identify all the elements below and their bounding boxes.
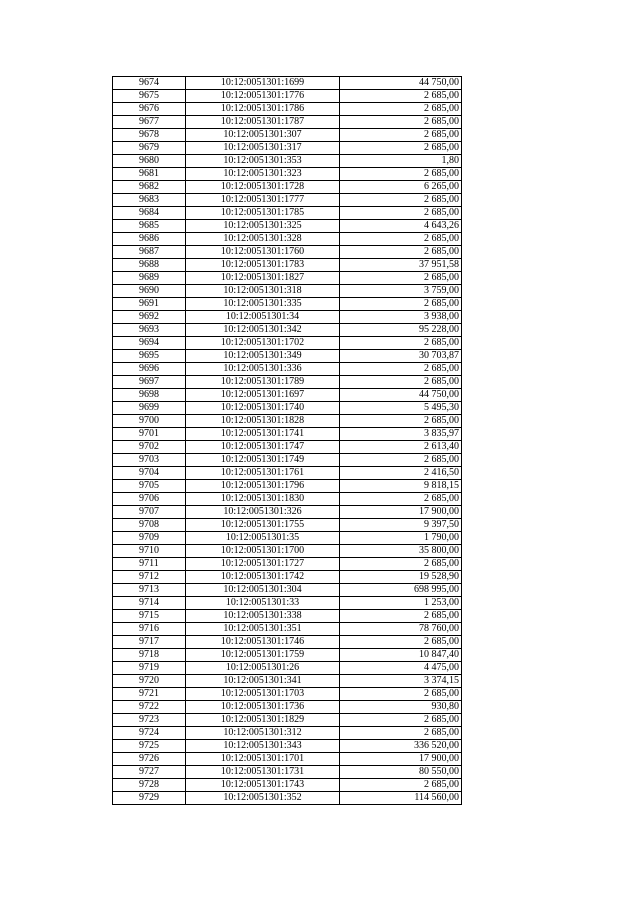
value-cell: 2 685,00: [340, 129, 462, 142]
row-number-cell: 9677: [113, 116, 186, 129]
row-number-cell: 9688: [113, 259, 186, 272]
cadastral-number-cell: 10:12:0051301:1761: [186, 467, 340, 480]
value-cell: 4 643,26: [340, 220, 462, 233]
row-number-cell: 9687: [113, 246, 186, 259]
value-cell: 2 685,00: [340, 493, 462, 506]
table-row: [113, 142, 462, 155]
table-row: [113, 285, 462, 298]
value-cell: 2 685,00: [340, 714, 462, 727]
cadastral-number-cell: 10:12:0051301:1747: [186, 441, 340, 454]
table-row: [113, 779, 462, 792]
cadastral-number-cell: 10:12:0051301:1829: [186, 714, 340, 727]
row-number-cell: 9708: [113, 519, 186, 532]
row-number-cell: 9704: [113, 467, 186, 480]
cadastral-number-cell: 10:12:0051301:1697: [186, 389, 340, 402]
cadastral-number-cell: 10:12:0051301:1728: [186, 181, 340, 194]
table-row: [113, 415, 462, 428]
value-cell: 2 685,00: [340, 207, 462, 220]
table-row: [113, 688, 462, 701]
cadastral-number-cell: 10:12:0051301:1741: [186, 428, 340, 441]
row-number-cell: 9705: [113, 480, 186, 493]
row-number-cell: 9718: [113, 649, 186, 662]
table-row: [113, 246, 462, 259]
value-cell: 2 685,00: [340, 610, 462, 623]
table-row: [113, 337, 462, 350]
table-row: [113, 701, 462, 714]
cadastral-number-cell: 10:12:0051301:317: [186, 142, 340, 155]
cadastral-number-cell: 10:12:0051301:1749: [186, 454, 340, 467]
cadastral-number-cell: 10:12:0051301:304: [186, 584, 340, 597]
table-row: [113, 168, 462, 181]
table-row: [113, 675, 462, 688]
cadastral-number-cell: 10:12:0051301:1785: [186, 207, 340, 220]
table-row: [113, 506, 462, 519]
row-number-cell: 9685: [113, 220, 186, 233]
row-number-cell: 9690: [113, 285, 186, 298]
value-cell: 2 685,00: [340, 454, 462, 467]
cadastral-number-cell: 10:12:0051301:1786: [186, 103, 340, 116]
value-cell: 9 397,50: [340, 519, 462, 532]
value-cell: 2 685,00: [340, 727, 462, 740]
table-row: [113, 519, 462, 532]
cadastral-number-cell: 10:12:0051301:328: [186, 233, 340, 246]
table-row: [113, 402, 462, 415]
table-row: [113, 636, 462, 649]
row-number-cell: 9692: [113, 311, 186, 324]
value-cell: 10 847,40: [340, 649, 462, 662]
value-cell: 3 938,00: [340, 311, 462, 324]
value-cell: 4 475,00: [340, 662, 462, 675]
row-number-cell: 9727: [113, 766, 186, 779]
cadastral-number-cell: 10:12:0051301:1700: [186, 545, 340, 558]
table-row: [113, 389, 462, 402]
registry-table-body: [113, 77, 462, 805]
cadastral-number-cell: 10:12:0051301:1777: [186, 194, 340, 207]
row-number-cell: 9678: [113, 129, 186, 142]
table-row: [113, 714, 462, 727]
value-cell: 30 703,87: [340, 350, 462, 363]
value-cell: 3 374,15: [340, 675, 462, 688]
cadastral-number-cell: 10:12:0051301:1699: [186, 77, 340, 90]
row-number-cell: 9676: [113, 103, 186, 116]
row-number-cell: 9706: [113, 493, 186, 506]
table-row: [113, 467, 462, 480]
value-cell: 2 685,00: [340, 337, 462, 350]
value-cell: 930,80: [340, 701, 462, 714]
row-number-cell: 9696: [113, 363, 186, 376]
table-row: [113, 298, 462, 311]
cadastral-number-cell: 10:12:0051301:1743: [186, 779, 340, 792]
row-number-cell: 9681: [113, 168, 186, 181]
value-cell: 9 818,15: [340, 480, 462, 493]
table-row: [113, 272, 462, 285]
row-number-cell: 9675: [113, 90, 186, 103]
cadastral-number-cell: 10:12:0051301:1736: [186, 701, 340, 714]
value-cell: 2 685,00: [340, 376, 462, 389]
cadastral-number-cell: 10:12:0051301:325: [186, 220, 340, 233]
cadastral-number-cell: 10:12:0051301:312: [186, 727, 340, 740]
row-number-cell: 9717: [113, 636, 186, 649]
value-cell: 17 900,00: [340, 506, 462, 519]
table-row: [113, 493, 462, 506]
value-cell: 2 416,50: [340, 467, 462, 480]
table-row: [113, 792, 462, 805]
cadastral-number-cell: 10:12:0051301:338: [186, 610, 340, 623]
table-row: [113, 324, 462, 337]
value-cell: 1 253,00: [340, 597, 462, 610]
row-number-cell: 9694: [113, 337, 186, 350]
row-number-cell: 9699: [113, 402, 186, 415]
table-row: [113, 220, 462, 233]
cadastral-number-cell: 10:12:0051301:34: [186, 311, 340, 324]
table-row: [113, 441, 462, 454]
cadastral-number-cell: 10:12:0051301:1759: [186, 649, 340, 662]
row-number-cell: 9707: [113, 506, 186, 519]
row-number-cell: 9715: [113, 610, 186, 623]
value-cell: 2 685,00: [340, 688, 462, 701]
row-number-cell: 9691: [113, 298, 186, 311]
cadastral-number-cell: 10:12:0051301:1727: [186, 558, 340, 571]
value-cell: 2 685,00: [340, 233, 462, 246]
table-row: [113, 233, 462, 246]
cadastral-number-cell: 10:12:0051301:1787: [186, 116, 340, 129]
value-cell: 35 800,00: [340, 545, 462, 558]
row-number-cell: 9724: [113, 727, 186, 740]
cadastral-number-cell: 10:12:0051301:341: [186, 675, 340, 688]
row-number-cell: 9728: [113, 779, 186, 792]
row-number-cell: 9698: [113, 389, 186, 402]
value-cell: 17 900,00: [340, 753, 462, 766]
row-number-cell: 9700: [113, 415, 186, 428]
row-number-cell: 9693: [113, 324, 186, 337]
cadastral-number-cell: 10:12:0051301:1702: [186, 337, 340, 350]
table-row: [113, 129, 462, 142]
value-cell: 6 265,00: [340, 181, 462, 194]
value-cell: 2 685,00: [340, 246, 462, 259]
table-row: [113, 350, 462, 363]
value-cell: 19 528,90: [340, 571, 462, 584]
cadastral-number-cell: 10:12:0051301:1755: [186, 519, 340, 532]
row-number-cell: 9684: [113, 207, 186, 220]
value-cell: 2 685,00: [340, 90, 462, 103]
value-cell: 336 520,00: [340, 740, 462, 753]
table-row: [113, 649, 462, 662]
row-number-cell: 9716: [113, 623, 186, 636]
value-cell: 2 685,00: [340, 363, 462, 376]
cadastral-number-cell: 10:12:0051301:26: [186, 662, 340, 675]
table-row: [113, 376, 462, 389]
cadastral-number-cell: 10:12:0051301:1742: [186, 571, 340, 584]
value-cell: 2 685,00: [340, 779, 462, 792]
cadastral-number-cell: 10:12:0051301:1703: [186, 688, 340, 701]
cadastral-number-cell: 10:12:0051301:1789: [186, 376, 340, 389]
cadastral-number-cell: 10:12:0051301:353: [186, 155, 340, 168]
table-row: [113, 207, 462, 220]
cadastral-number-cell: 10:12:0051301:343: [186, 740, 340, 753]
row-number-cell: 9714: [113, 597, 186, 610]
table-row: [113, 753, 462, 766]
cadastral-number-cell: 10:12:0051301:1796: [186, 480, 340, 493]
row-number-cell: 9689: [113, 272, 186, 285]
cadastral-number-cell: 10:12:0051301:335: [186, 298, 340, 311]
row-number-cell: 9720: [113, 675, 186, 688]
row-number-cell: 9710: [113, 545, 186, 558]
table-row: [113, 480, 462, 493]
cadastral-number-cell: 10:12:0051301:1830: [186, 493, 340, 506]
value-cell: 698 995,00: [340, 584, 462, 597]
value-cell: 2 685,00: [340, 298, 462, 311]
table-row: [113, 454, 462, 467]
cadastral-number-cell: 10:12:0051301:1776: [186, 90, 340, 103]
row-number-cell: 9686: [113, 233, 186, 246]
table-row: [113, 90, 462, 103]
table-row: [113, 558, 462, 571]
table-row: [113, 597, 462, 610]
cadastral-number-cell: 10:12:0051301:307: [186, 129, 340, 142]
table-row: [113, 545, 462, 558]
table-row: [113, 311, 462, 324]
table-row: [113, 194, 462, 207]
value-cell: 5 495,30: [340, 402, 462, 415]
cadastral-number-cell: 10:12:0051301:1828: [186, 415, 340, 428]
row-number-cell: 9711: [113, 558, 186, 571]
row-number-cell: 9682: [113, 181, 186, 194]
table-row: [113, 155, 462, 168]
row-number-cell: 9701: [113, 428, 186, 441]
row-number-cell: 9709: [113, 532, 186, 545]
cadastral-number-cell: 10:12:0051301:1701: [186, 753, 340, 766]
cadastral-number-cell: 10:12:0051301:352: [186, 792, 340, 805]
value-cell: 2 685,00: [340, 194, 462, 207]
table-row: [113, 766, 462, 779]
cadastral-number-cell: 10:12:0051301:336: [186, 363, 340, 376]
table-row: [113, 428, 462, 441]
table-row: [113, 532, 462, 545]
table-row: [113, 77, 462, 90]
value-cell: 80 550,00: [340, 766, 462, 779]
table-row: [113, 571, 462, 584]
row-number-cell: 9729: [113, 792, 186, 805]
row-number-cell: 9679: [113, 142, 186, 155]
cadastral-number-cell: 10:12:0051301:351: [186, 623, 340, 636]
cadastral-number-cell: 10:12:0051301:33: [186, 597, 340, 610]
cadastral-number-cell: 10:12:0051301:1740: [186, 402, 340, 415]
value-cell: 2 685,00: [340, 272, 462, 285]
row-number-cell: 9726: [113, 753, 186, 766]
value-cell: 3 835,97: [340, 428, 462, 441]
cadastral-number-cell: 10:12:0051301:323: [186, 168, 340, 181]
row-number-cell: 9683: [113, 194, 186, 207]
table-row: [113, 363, 462, 376]
row-number-cell: 9695: [113, 350, 186, 363]
row-number-cell: 9674: [113, 77, 186, 90]
value-cell: 44 750,00: [340, 77, 462, 90]
cadastral-number-cell: 10:12:0051301:342: [186, 324, 340, 337]
row-number-cell: 9697: [113, 376, 186, 389]
value-cell: 78 760,00: [340, 623, 462, 636]
value-cell: 2 685,00: [340, 168, 462, 181]
cadastral-number-cell: 10:12:0051301:1783: [186, 259, 340, 272]
value-cell: 2 685,00: [340, 415, 462, 428]
row-number-cell: 9680: [113, 155, 186, 168]
row-number-cell: 9723: [113, 714, 186, 727]
row-number-cell: 9703: [113, 454, 186, 467]
value-cell: 44 750,00: [340, 389, 462, 402]
cadastral-number-cell: 10:12:0051301:326: [186, 506, 340, 519]
value-cell: 1 790,00: [340, 532, 462, 545]
value-cell: 2 685,00: [340, 558, 462, 571]
cadastral-number-cell: 10:12:0051301:1731: [186, 766, 340, 779]
table-row: [113, 116, 462, 129]
table-row: [113, 259, 462, 272]
value-cell: 3 759,00: [340, 285, 462, 298]
cadastral-number-cell: 10:12:0051301:349: [186, 350, 340, 363]
row-number-cell: 9725: [113, 740, 186, 753]
table-row: [113, 103, 462, 116]
value-cell: 2 613,40: [340, 441, 462, 454]
value-cell: 95 228,00: [340, 324, 462, 337]
value-cell: 114 560,00: [340, 792, 462, 805]
row-number-cell: 9712: [113, 571, 186, 584]
value-cell: 2 685,00: [340, 142, 462, 155]
table-row: [113, 181, 462, 194]
table-row: [113, 623, 462, 636]
cadastral-number-cell: 10:12:0051301:318: [186, 285, 340, 298]
row-number-cell: 9722: [113, 701, 186, 714]
row-number-cell: 9702: [113, 441, 186, 454]
row-number-cell: 9721: [113, 688, 186, 701]
value-cell: 2 685,00: [340, 636, 462, 649]
cadastral-number-cell: 10:12:0051301:35: [186, 532, 340, 545]
value-cell: 2 685,00: [340, 103, 462, 116]
registry-table: [112, 76, 462, 805]
value-cell: 2 685,00: [340, 116, 462, 129]
table-row: [113, 610, 462, 623]
value-cell: 37 951,58: [340, 259, 462, 272]
cadastral-number-cell: 10:12:0051301:1760: [186, 246, 340, 259]
row-number-cell: 9713: [113, 584, 186, 597]
row-number-cell: 9719: [113, 662, 186, 675]
cadastral-number-cell: 10:12:0051301:1827: [186, 272, 340, 285]
cadastral-number-cell: 10:12:0051301:1746: [186, 636, 340, 649]
table-row: [113, 584, 462, 597]
table-row: [113, 727, 462, 740]
table-row: [113, 740, 462, 753]
value-cell: 1,80: [340, 155, 462, 168]
table-row: [113, 662, 462, 675]
